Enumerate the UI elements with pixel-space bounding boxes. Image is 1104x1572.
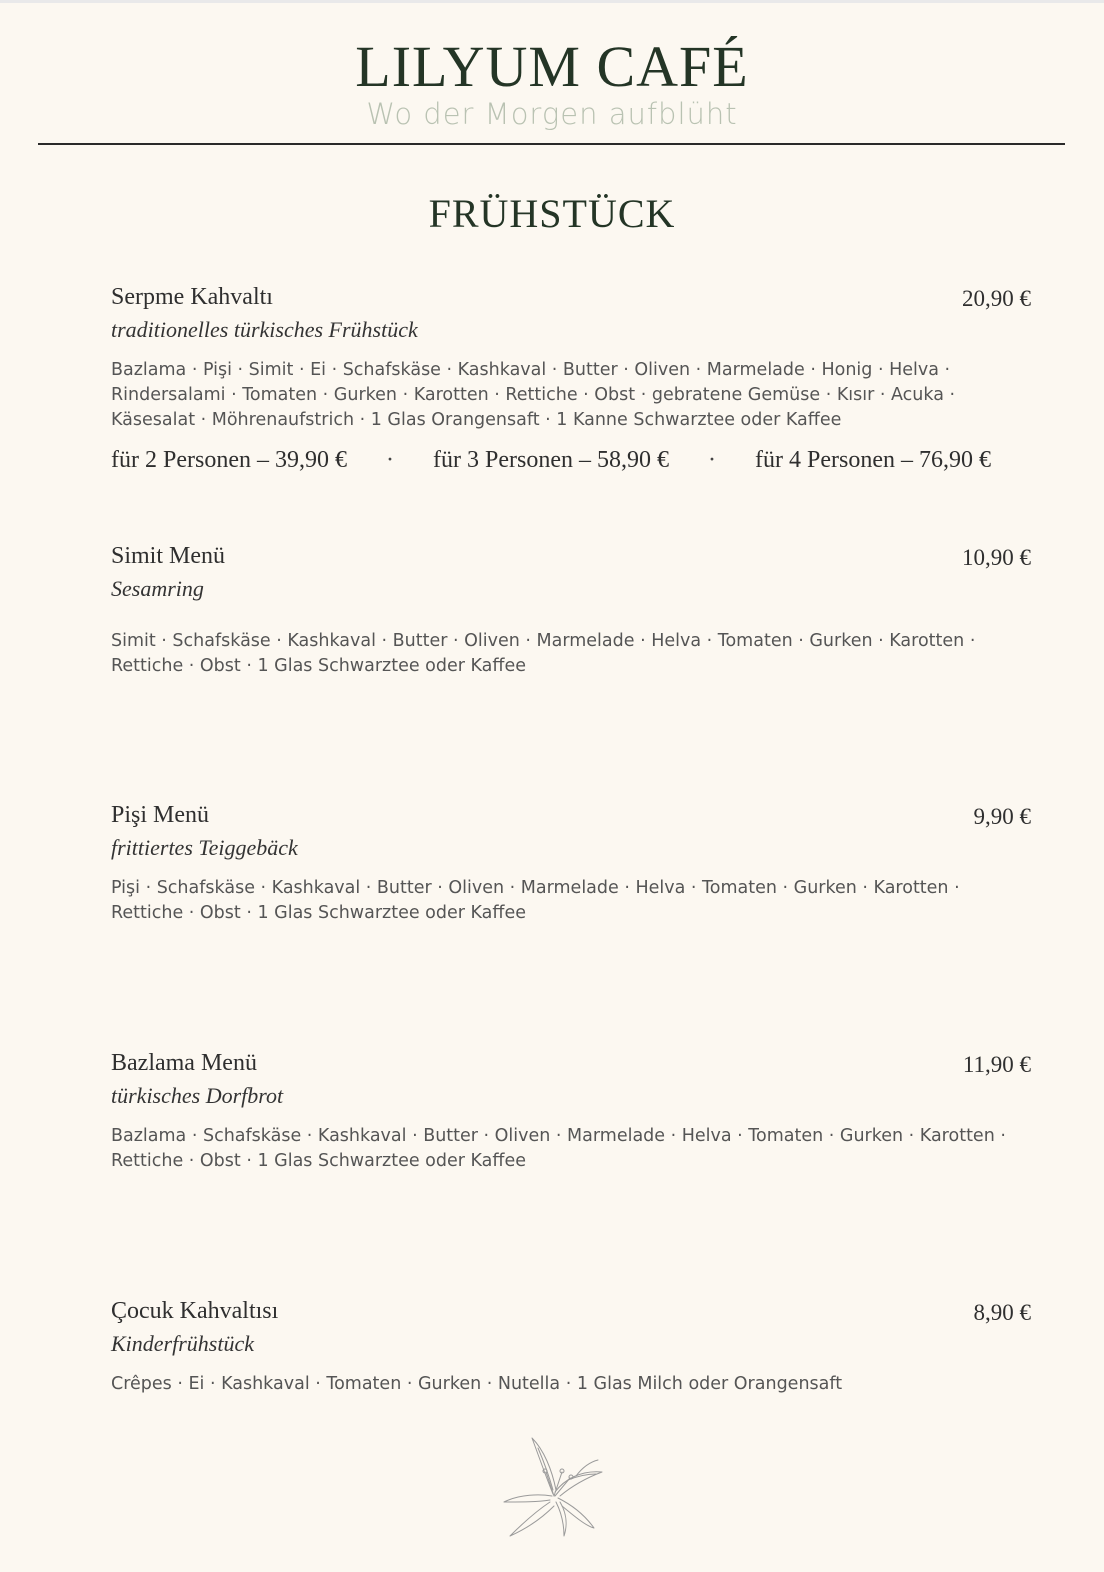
separator-dot: ·	[707, 447, 716, 473]
header-divider	[38, 143, 1065, 145]
item-price: 10,90 €	[962, 545, 1031, 570]
item-name: Pişi Menü	[111, 802, 210, 828]
item-subtitle: türkisches Dorfbrot	[111, 1083, 284, 1108]
menu-item-simit	[111, 543, 1031, 679]
menu-header	[0, 34, 1104, 130]
description-line: Rettiche · Obst · 1 Glas Schwarztee oder Kaffee	[111, 656, 526, 676]
menu-item-bazlama	[111, 1050, 1031, 1174]
item-subtitle: Kinderfrühstück	[111, 1331, 254, 1356]
item-price: 8,90 €	[973, 1300, 1031, 1325]
item-description	[111, 876, 1031, 926]
item-name: Simit Menü	[111, 543, 226, 569]
price-3-persons: für 3 Personen – 58,90 €	[433, 447, 669, 473]
item-subtitle: traditionelles türkisches Frühstück	[111, 317, 418, 342]
top-border	[0, 0, 1104, 3]
item-price: 11,90 €	[962, 1052, 1031, 1077]
description-line: Bazlama · Pişi · Simit · Ei · Schafskäse · Kashkaval · Butter · Oliven · Marmelade · Honig · Helva ·	[111, 360, 951, 380]
price-2-persons: für 2 Personen – 39,90 €	[111, 447, 347, 473]
item-subtitle: frittiertes Teiggebäck	[111, 835, 298, 860]
description-line: Rettiche · Obst · 1 Glas Schwarztee oder Kaffee	[111, 1151, 526, 1171]
item-description	[111, 629, 1031, 679]
description-line: Crêpes · Ei · Kashkaval · Tomaten · Gurken · Nutella · 1 Glas Milch oder Orangensaft	[111, 1374, 843, 1394]
item-price: 9,90 €	[973, 804, 1031, 829]
cafe-title: LILYUM CAFÉ	[355, 34, 749, 99]
item-subtitle: Sesamring	[111, 576, 204, 601]
item-description	[111, 1124, 1031, 1174]
description-line: Pişi · Schafskäse · Kashkaval · Butter · Oliven · Marmelade · Helva · Tomaten · Gurken · Karotten ·	[111, 878, 960, 898]
description-line: Bazlama · Schafskäse · Kashkaval · Butter · Oliven · Marmelade · Helva · Tomaten · Gurken · Karotten ·	[111, 1126, 1006, 1146]
person-prices	[111, 447, 991, 474]
price-4-persons: für 4 Personen – 76,90 €	[755, 447, 991, 473]
item-description	[111, 358, 1031, 433]
item-price: 20,90 €	[962, 286, 1031, 311]
description-line: Rettiche · Obst · 1 Glas Schwarztee oder Kaffee	[111, 903, 526, 923]
item-name: Bazlama Menü	[111, 1050, 257, 1076]
menu-item-cocuk	[111, 1298, 1031, 1397]
description-line: Rindersalami · Tomaten · Gurken · Karotten · Rettiche · Obst · gebratene Gemüse · Kısır · Acuka ·	[111, 385, 956, 405]
cafe-tagline: Wo der Morgen aufblüht	[366, 97, 738, 131]
separator-dot: ·	[385, 447, 394, 473]
section-title: FRÜHSTÜCK	[428, 191, 676, 236]
menu-item-serpme	[111, 284, 1031, 474]
item-description	[111, 1372, 1031, 1397]
description-line: Käsesalat · Möhrenaufstrich · 1 Glas Orangensaft · 1 Kanne Schwarztee oder Kaffee	[111, 410, 842, 430]
description-line: Simit · Schafskäse · Kashkaval · Butter · Oliven · Marmelade · Helva · Tomaten · Gurken · Karotten ·	[111, 631, 976, 651]
menu-item-pisi	[111, 802, 1031, 926]
lily-flower-icon	[498, 1432, 608, 1542]
item-name: Serpme Kahvaltı	[111, 284, 273, 310]
item-name: Çocuk Kahvaltısı	[111, 1298, 279, 1324]
